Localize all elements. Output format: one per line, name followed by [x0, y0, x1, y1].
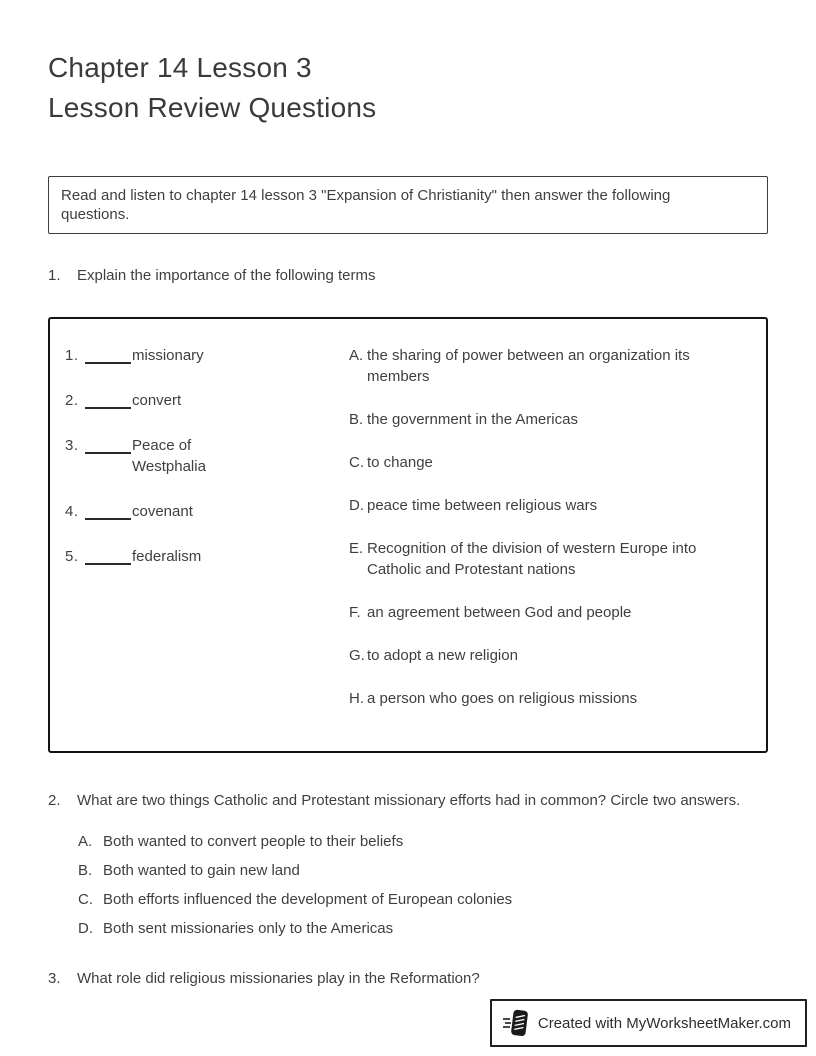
question-1-text: Explain the importance of the following terms [77, 267, 376, 284]
answer-option-row [78, 919, 768, 939]
term-number: 3. [65, 437, 79, 454]
question-2-text: What are two things Catholic and Protestant missionary efforts had in common? Circle two answers. [77, 792, 741, 809]
definition-text: an agreement between God and people [367, 604, 632, 621]
definition-letter: D. [349, 497, 364, 514]
question-2-number: 2. [48, 792, 61, 809]
definition-text: a person who goes on religious missions [367, 690, 638, 707]
option-text: Both efforts influenced the development of European colonies [103, 891, 513, 908]
term-label: Peace of Westphalia [132, 437, 206, 475]
matching-definition-row [349, 495, 731, 516]
answer-option-row [78, 832, 768, 852]
instructions-text: Read and listen to chapter 14 lesson 3 "Expansion of Christianity" then answer the following questions. [61, 187, 671, 223]
matching-definition-row [349, 409, 731, 430]
page-title [48, 48, 768, 128]
question-2-options [48, 832, 768, 939]
question-1 [48, 266, 768, 286]
instructions-box [48, 176, 768, 234]
question-3-text: What role did religious missionaries play in the Reformation? [77, 970, 480, 987]
definition-letter: G. [349, 647, 365, 664]
definition-letter: A. [349, 347, 364, 364]
definition-text: to adopt a new religion [367, 647, 518, 664]
definition-text: Recognition of the division of western Europe into Catholic and Protestant nations [367, 540, 697, 578]
definition-text: the government in the Americas [367, 411, 578, 428]
footer-credit-badge[interactable] [490, 999, 807, 1047]
answer-blank-line [85, 345, 131, 364]
option-text: Both sent missionaries only to the Americas [103, 920, 394, 937]
matching-term-row [65, 390, 349, 411]
footer-credit-text: Created with MyWorksheetMaker.com [537, 1014, 791, 1032]
term-label: federalism [132, 548, 202, 565]
definition-text: peace time between religious wars [367, 497, 598, 514]
matching-term-row [65, 546, 349, 567]
matching-term-row [65, 345, 349, 366]
matching-definition-row [349, 688, 731, 709]
worksheet-maker-logo-icon [502, 1008, 530, 1038]
question-2 [48, 791, 768, 811]
matching-definition-row [349, 645, 731, 666]
answer-blank-line [85, 546, 131, 565]
question-3 [48, 969, 768, 989]
term-number: 4. [65, 503, 79, 520]
term-label: missionary [132, 347, 204, 364]
matching-definition-row [349, 602, 731, 623]
matching-term-row [65, 435, 349, 477]
term-label: convert [132, 392, 182, 409]
answer-option-row [78, 861, 768, 881]
option-letter: B. [78, 862, 93, 879]
matching-terms-column [65, 345, 349, 731]
definition-text: the sharing of power between an organization its members [367, 347, 690, 385]
matching-definition-row [349, 538, 731, 580]
definition-letter: E. [349, 540, 364, 557]
definition-letter: F. [349, 604, 361, 621]
matching-term-row [65, 501, 349, 522]
definition-letter: H. [349, 690, 364, 707]
term-number: 5. [65, 548, 79, 565]
answer-blank-line [85, 435, 131, 454]
matching-box [48, 317, 768, 753]
answer-blank-line [85, 390, 131, 409]
answer-blank-line [85, 501, 131, 520]
question-3-number: 3. [48, 970, 61, 987]
page-title-line2: Lesson Review Questions [48, 92, 377, 123]
definition-letter: B. [349, 411, 364, 428]
term-number: 2. [65, 392, 79, 409]
option-letter: D. [78, 920, 93, 937]
matching-definition-row [349, 345, 731, 387]
option-text: Both wanted to gain new land [103, 862, 300, 879]
option-letter: C. [78, 891, 93, 908]
matching-definitions-column [349, 345, 731, 731]
question-1-number: 1. [48, 267, 61, 284]
term-label: covenant [132, 503, 193, 520]
option-letter: A. [78, 833, 93, 850]
term-number: 1. [65, 347, 79, 364]
definition-letter: C. [349, 454, 364, 471]
definition-text: to change [367, 454, 433, 471]
matching-definition-row [349, 452, 731, 473]
answer-option-row [78, 890, 768, 910]
page-title-line1: Chapter 14 Lesson 3 [48, 52, 312, 83]
option-text: Both wanted to convert people to their beliefs [103, 833, 404, 850]
